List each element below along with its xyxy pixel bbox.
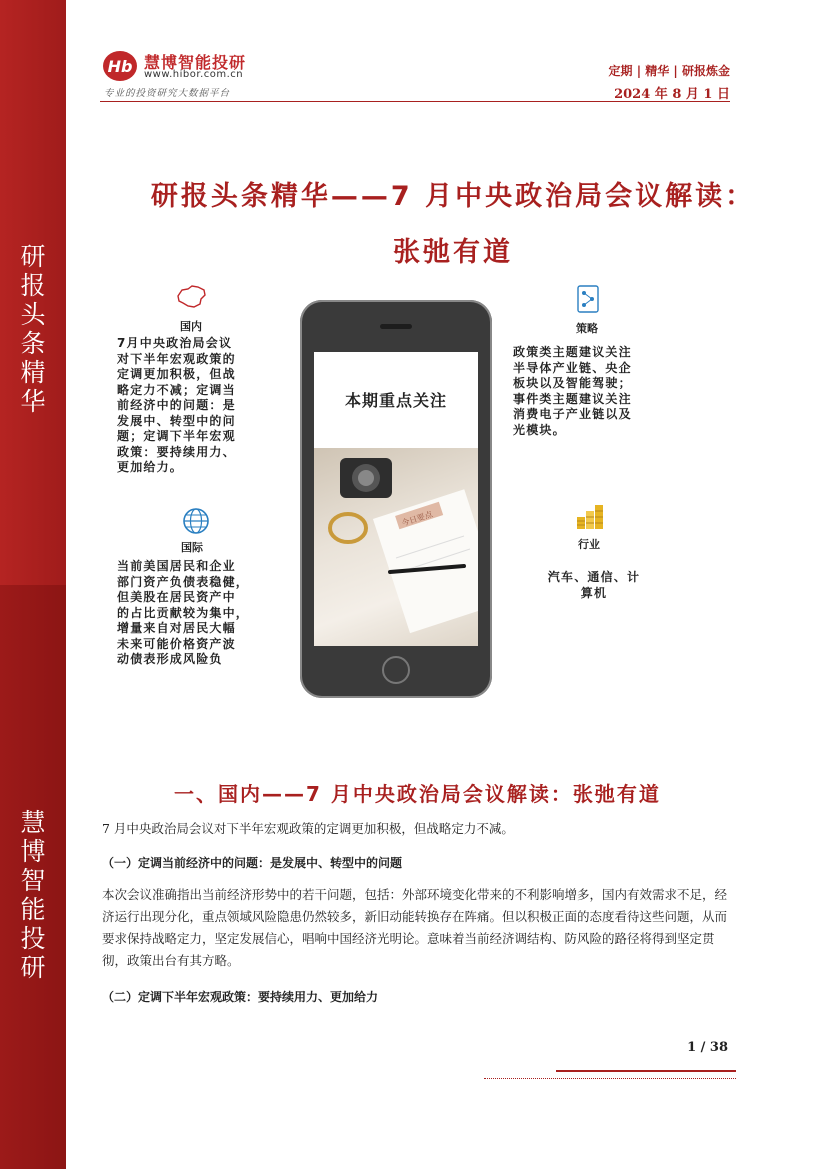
report-title-line2: 张弛有道 [393, 237, 513, 268]
sidebar-bottom-vertical-text [0, 808, 66, 982]
sidebar-bottom-char: 研 [20, 953, 46, 982]
international-line: 部门资产负债表稳健， [117, 574, 250, 589]
strategy-line: 光模块。 [513, 422, 566, 437]
subsection-1-body: 本次会议准确指出当前经济形势中的若干问题，包括：外部环境变化带来的不利影响增多，国内有效需求不足，经济运行出现分化，重点领域风险隐患仍然较多，新旧动能转换存在阵痛。但以积极正面的态度看待这些问题，从而要求保持战略定力，坚定发展信心，唱响中国经济光明论。意味着当前经济调结构、防风险的路径将得到坚定贯彻，政策出台有其方略。 [102, 887, 728, 968]
sidebar-top-char: 研 [20, 242, 46, 271]
phone-screen-title: 本期重点关注 [344, 391, 447, 410]
domestic-line: 前经济中的问题：是 [117, 398, 236, 412]
sidebar-top-char: 头 [20, 300, 46, 329]
domestic-line: 题；定调下半年宏观 [117, 429, 236, 443]
sidebar-top-vertical-text [0, 242, 66, 416]
sidebar-top-char: 条 [20, 329, 46, 358]
phone-illustration [300, 300, 492, 698]
brand-slogan: 专业的投资研究大数据平台 [104, 88, 231, 99]
strategy-line: 政策类主题建议关注 [513, 345, 632, 359]
photo-label: 今日要点 [400, 509, 434, 529]
international-heading: 国际 [181, 541, 203, 554]
svg-text:Hb: Hb [107, 57, 133, 76]
subsection-2-title: （二）定调下半年宏观政策：要持续用力、更加给力 [102, 990, 379, 1004]
china-map-icon [174, 284, 208, 310]
international-line: 的占比贡献较为集中， [117, 605, 250, 620]
left-sidebar [0, 0, 66, 1169]
domestic-line: 政策：要持续用力、 [117, 444, 236, 459]
strategy-line: 消费电子产业链以及 [513, 407, 632, 421]
sidebar-bottom-char: 慧 [20, 808, 46, 837]
sidebar-top-char: 华 [20, 387, 46, 416]
domestic-line: 更加给力。 [117, 460, 184, 474]
brand-name: 慧博智能投研 [144, 53, 247, 72]
brand-url[interactable]: www.hibor.com.cn [144, 69, 244, 80]
strategy-line: 半导体产业链、央企 [513, 360, 632, 375]
sidebar-bottom-char: 投 [20, 924, 46, 953]
international-line: 当前美国居民和企业 [117, 559, 236, 573]
strategy-icon [576, 284, 600, 314]
strategy-heading: 策略 [576, 322, 598, 335]
desk-photo-drawing [314, 448, 478, 646]
industry-body [529, 570, 659, 601]
globe-icon [182, 507, 210, 535]
coins-icon [574, 503, 606, 531]
strategy-line: 板块以及智能驾驶； [513, 376, 632, 390]
domestic-line: 7月中央政治局会议 [117, 336, 233, 350]
international-line: 增量来自对居民大幅 [117, 621, 236, 635]
header-tags: 定期 | 精华 | 研报炼金 [608, 64, 730, 78]
strategy-line: 事件类主题建议关注 [513, 391, 632, 406]
international-line: 但美股在居民资产中 [117, 590, 236, 604]
hibor-logo-icon [102, 50, 138, 82]
international-line: 未来可能价格资产波 [117, 636, 236, 651]
subsection-1-title: （一）定调当前经济中的问题：是发展中、转型中的问题 [102, 856, 403, 870]
sidebar-bottom-char: 智 [20, 866, 46, 895]
international-line: 动债表形成风险负 [117, 652, 223, 666]
header-date: 2024 年 8 月 1 日 [614, 87, 730, 102]
phone-speaker [380, 324, 412, 329]
header-divider [100, 101, 730, 102]
domestic-line: 略定力不减；定调当 [117, 382, 236, 397]
domestic-heading: 国内 [180, 320, 202, 333]
section-1-title: 一、国内——7 月中央政治局会议解读：张弛有道 [174, 782, 661, 806]
sidebar-bottom-char: 博 [20, 837, 46, 866]
industry-line: 汽车、通信、计 [547, 570, 641, 584]
section-1-intro: 7 月中央政治局会议对下半年宏观政策的定调更加积极，但战略定力不减。 [102, 821, 514, 836]
industry-line: 算机 [580, 585, 608, 600]
page-number: 1 / 38 [687, 1040, 728, 1055]
strategy-body [513, 345, 683, 438]
sidebar-top-char: 精 [20, 358, 46, 387]
footer-line [556, 1070, 736, 1072]
domestic-line: 对下半年宏观政策的 [117, 351, 236, 366]
international-body [117, 559, 292, 668]
phone-screen [314, 352, 478, 646]
sidebar-top-char: 报 [20, 271, 46, 300]
sidebar-bottom-char: 能 [20, 895, 46, 924]
industry-heading: 行业 [578, 538, 600, 551]
header-right [609, 62, 730, 102]
domestic-body [117, 336, 292, 476]
phone-home-button [382, 656, 410, 684]
domestic-line: 发展中、转型中的问 [117, 413, 236, 428]
domestic-line: 定调更加积极，但战 [117, 367, 236, 381]
report-title-line1: 研报头条精华——7 月中央政治局会议解读： [150, 181, 756, 212]
footer-dotted-line [484, 1078, 736, 1079]
desk-photo [314, 448, 478, 646]
